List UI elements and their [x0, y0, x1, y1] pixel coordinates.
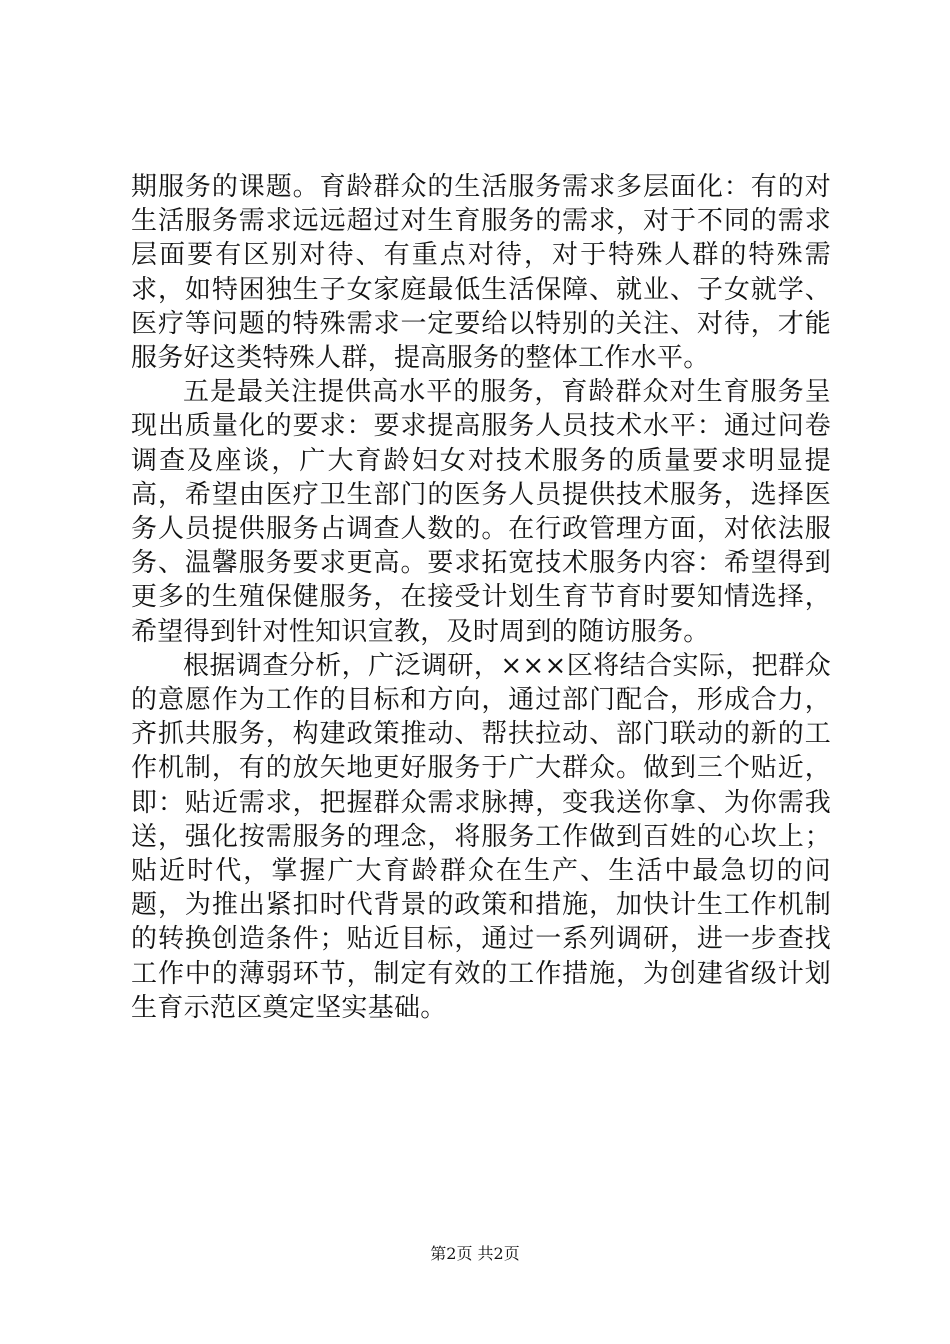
- page-footer: 第2页 共2页: [430, 1244, 520, 1263]
- paragraph-conclusion: 根据调查分析，广泛调研，×××区将结合实际，把群众的意愿作为工作的目标和方向，通过部门配合，形成合力，齐抓共服务，构建政策推动、帮扶拉动、部门联动的新的工作机制，有的放矢地更好服务于广大群众。做到三个贴近，即：贴近需求，把握群众需求脉搏，变我送你拿、为你需我送，强化按需服务的理念，将服务工作做到百姓的心坎上；贴近时代，掌握广大育龄群众在生产、生活中最急切的问题，为推出紧扣时代背景的政策和措施，加快计生工作机制的转换创造条件；贴近目标，通过一系列调研，进一步查找工作中的薄弱环节，制定有效的工作措施，为创建省级计划生育示范区奠定坚实基础。: [131, 650, 831, 1023]
- paragraph-continued: 期服务的课题。育龄群众的生活服务需求多层面化：有的对生活服务需求远远超过对生育服务的需求，对于不同的需求层面要有区别对待、有重点对待，对于特殊人群的特殊需求，如特困独生子女家庭最低生活保障、就业、子女就学、医疗等问题的特殊需求一定要给以特别的关注、对待，才能服务好这类特殊人群，提高服务的整体工作水平。: [131, 172, 831, 374]
- paragraph-item-five: 五是最关注提供高水平的服务，育龄群众对生育服务呈现出质量化的要求：要求提高服务人员技术水平：通过问卷调查及座谈，广大育龄妇女对技术服务的质量要求明显提高，希望由医疗卫生部门的医务人员提供技术服务，选择医务人员提供服务占调查人数的。在行政管理方面，对依法服务、温馨服务要求更高。要求拓宽技术服务内容：希望得到更多的生殖保健服务，在接受计划生育节育时要知情选择，希望得到针对性知识宣教，及时周到的随访服务。: [131, 377, 831, 647]
- document-body: [131, 170, 831, 1025]
